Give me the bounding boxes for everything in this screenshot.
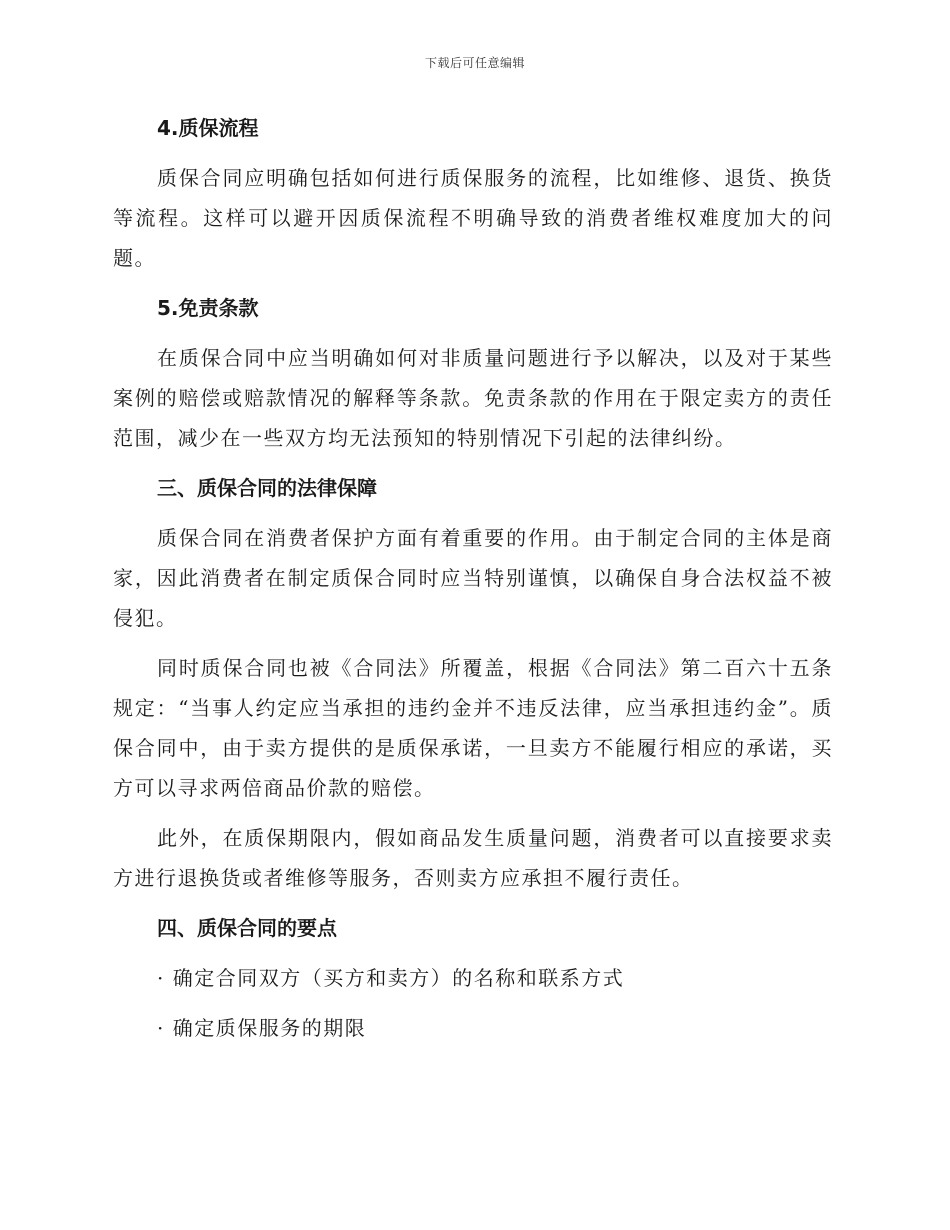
- document-body: [113, 108, 833, 1048]
- paragraph-legal-protection-1: 质保合同在消费者保护方面有着重要的作用。由于制定合同的主体是商家，因此消费者在制定质保合同时应当特别谨慎，以确保自身合法权益不被侵犯。: [113, 526, 833, 630]
- header-note: 下载后可任意编辑: [424, 56, 525, 70]
- paragraph-legal-protection-3: 此外，在质保期限内，假如商品发生质量问题，消费者可以直接要求卖方进行退换货或者维修等服务，否则卖方应承担不履行责任。: [113, 826, 833, 890]
- section-heading-key-points: 四、质保合同的要点: [157, 916, 337, 940]
- paragraph-quality-process: 质保合同应明确包括如何进行质保服务的流程，比如维修、退货、换货等流程。这样可以避开因质保流程不明确导致的消费者维权难度加大的问题。: [113, 166, 833, 270]
- paragraph-disclaimer: 在质保合同中应当明确如何对非质量问题进行予以解决，以及对于某些案例的赔偿或赔款情况的解释等条款。免责条款的作用在于限定卖方的责任范围，减少在一些双方均无法预知的特别情况下引起的法律纠纷。: [113, 346, 833, 450]
- list-item-service-period: · 确定质保服务的期限: [157, 1016, 367, 1040]
- list-item-contract-parties: · 确定合同双方（买方和卖方）的名称和联系方式: [157, 966, 625, 990]
- section-heading-quality-process: 4.质保流程: [157, 116, 259, 140]
- paragraph-legal-protection-2: 同时质保合同也被《合同法》所覆盖，根据《合同法》第二百六十五条规定：“当事人约定应当承担的违约金并不违反法律，应当承担违约金”。质保合同中，由于卖方提供的是质保承诺，一旦卖方不能履行相应的承诺，买方可以寻求两倍商品价款的赔偿。: [113, 656, 833, 800]
- section-heading-legal-protection: 三、质保合同的法律保障: [157, 476, 377, 500]
- section-heading-disclaimer: 5.免责条款: [157, 296, 259, 320]
